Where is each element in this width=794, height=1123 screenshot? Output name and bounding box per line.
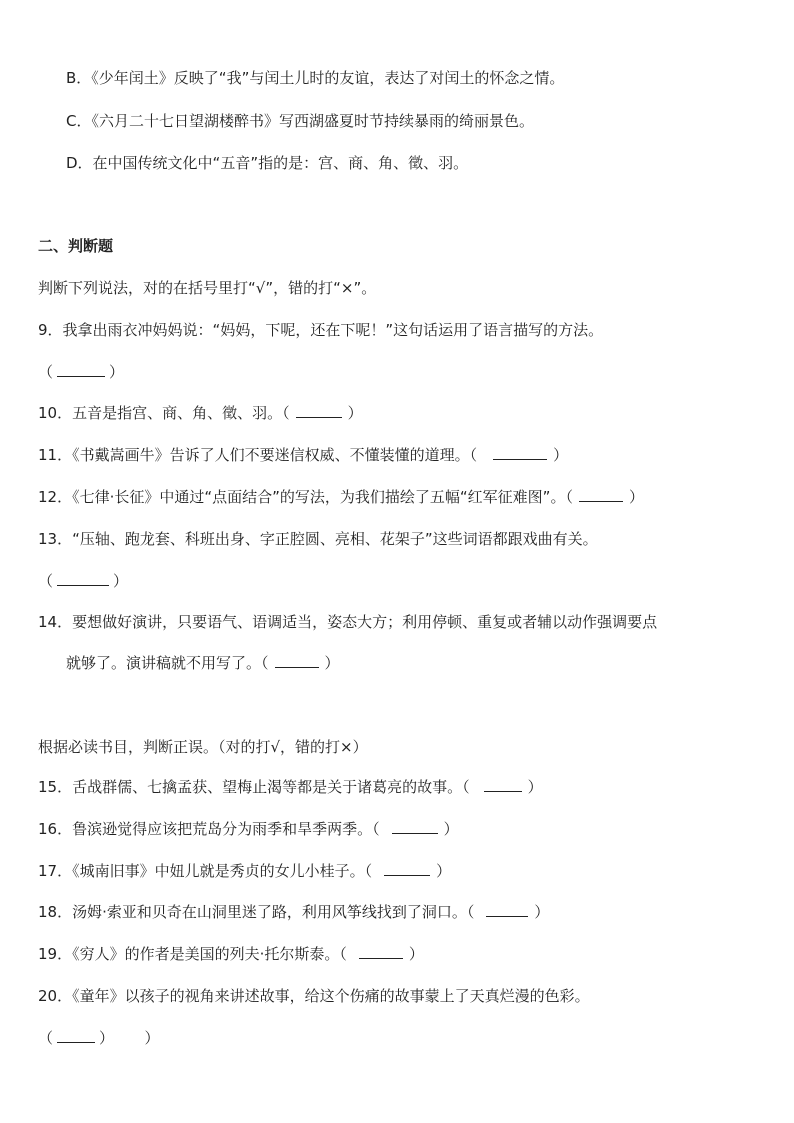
question-15 <box>38 777 543 797</box>
question-14-continued <box>66 653 340 673</box>
answer-blank[interactable] <box>275 653 319 668</box>
option-d: D．在中国传统文化中“五音”指的是：宫、商、角、徵、羽。 <box>66 154 469 172</box>
question-text: 17．《城南旧事》中妞儿就是秀贞的女儿小桂子。（ <box>38 862 373 880</box>
close-paren: ） <box>553 446 569 464</box>
question-20: 20．《童年》以孩子的视角来讲述故事，给这个伤痛的故事蒙上了天真烂漫的色彩。 <box>38 987 590 1005</box>
section-instruction: 判断下列说法，对的在括号里打“√”，错的打“×”。 <box>38 279 377 297</box>
question-13: 13．“压轴、跑龙套、科班出身、字正腔圆、亮相、花架子”这些词语都跟戏曲有关。 <box>38 530 598 548</box>
question-14: 14．要想做好演讲，只要语气、语调适当，姿态大方；利用停顿、重复或者辅以动作强调要点 <box>38 613 658 631</box>
question-text: 15．舌战群儒、七擒孟获、望梅止渴等都是关于诸葛亮的故事。（ <box>38 778 470 796</box>
answer-blank[interactable] <box>57 362 105 377</box>
answer-blank[interactable] <box>359 944 403 959</box>
question-13-answer <box>38 571 128 591</box>
open-paren: （ <box>38 572 54 590</box>
section-title: 二、判断题 <box>38 237 114 255</box>
question-20-answer <box>38 1028 160 1048</box>
question-18 <box>38 902 549 922</box>
question-text: 12．《七律·长征》中通过“点面结合”的写法，为我们描绘了五幅“红军征难图”。（ <box>38 488 573 506</box>
close-paren: ） <box>347 404 363 422</box>
question-9: 9．我拿出雨衣冲妈妈说：“妈妈，下呢，还在下呢！”这句话运用了语言描写的方法。 <box>38 321 604 339</box>
question-19 <box>38 944 424 964</box>
close-paren: ） <box>408 945 424 963</box>
trailing-paren: ） <box>144 1029 160 1047</box>
close-paren: ） <box>109 363 125 381</box>
reading-instruction: 根据必读书目，判断正误。（对的打√，错的打×） <box>38 738 368 756</box>
question-text: 19．《穷人》的作者是美国的列夫·托尔斯泰。（ <box>38 945 347 963</box>
close-paren: ） <box>534 903 550 921</box>
close-paren: ） <box>99 1029 107 1047</box>
close-paren: ） <box>324 654 340 672</box>
answer-blank[interactable] <box>57 571 109 586</box>
close-paren: ） <box>113 572 129 590</box>
option-c: C．《六月二十七日望湖楼醉书》写西湖盛夏时节持续暴雨的绮丽景色。 <box>66 112 534 130</box>
answer-blank[interactable] <box>296 403 342 418</box>
question-10 <box>38 403 363 423</box>
question-text: 10．五音是指宫、商、角、徵、羽。（ <box>38 404 290 422</box>
question-text: 18．汤姆·索亚和贝奇在山洞里迷了路，利用风筝线找到了洞口。（ <box>38 903 475 921</box>
question-text: 就够了。演讲稿就不用写了。（ <box>66 654 269 672</box>
answer-blank[interactable] <box>579 487 623 502</box>
answer-blank[interactable] <box>57 1028 95 1043</box>
question-16 <box>38 819 459 839</box>
open-paren: （ <box>38 1029 54 1047</box>
close-paren: ） <box>527 778 543 796</box>
answer-blank[interactable] <box>384 861 430 876</box>
question-12 <box>38 487 644 507</box>
answer-blank[interactable] <box>486 902 528 917</box>
answer-blank[interactable] <box>493 445 547 460</box>
close-paren: ） <box>443 820 459 838</box>
answer-blank[interactable] <box>392 819 438 834</box>
question-9-answer <box>38 362 124 382</box>
question-11 <box>38 445 568 465</box>
close-paren: ） <box>628 488 644 506</box>
option-b: B．《少年闰土》反映了“我”与闰土儿时的友谊，表达了对闰土的怀念之情。 <box>66 69 565 87</box>
question-text: 11．《书戴嵩画牛》告诉了人们不要迷信权威、不懂装懂的道理。（ <box>38 446 478 464</box>
question-text: 16．鲁滨逊觉得应该把荒岛分为雨季和旱季两季。（ <box>38 820 380 838</box>
answer-blank[interactable] <box>484 777 522 792</box>
question-17 <box>38 861 451 881</box>
close-paren: ） <box>436 862 452 880</box>
open-paren: （ <box>38 363 54 381</box>
